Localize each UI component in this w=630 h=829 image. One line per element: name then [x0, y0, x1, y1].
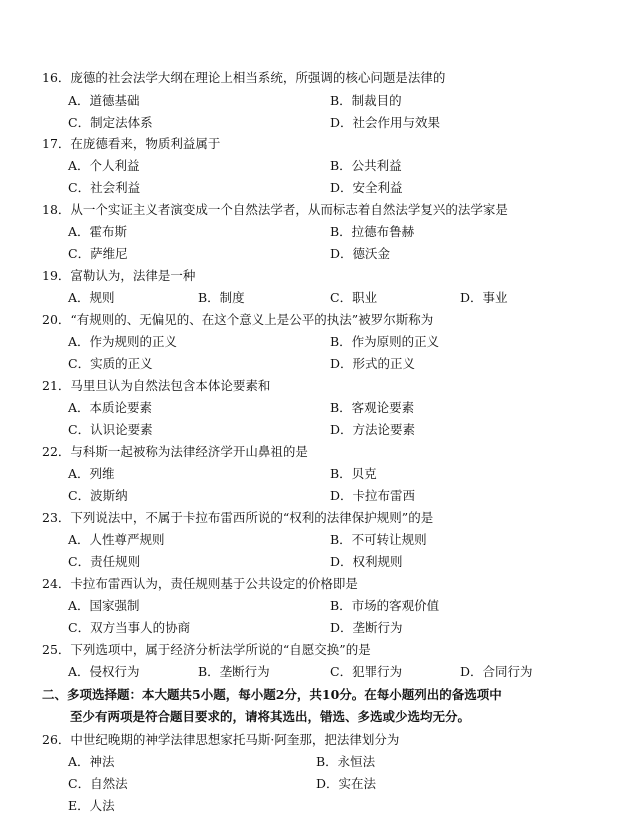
question-25-option-b: B．垄断行为 [198, 664, 270, 679]
question-17-option-a: A．个人利益 [68, 158, 140, 173]
question-26-option-c: C．自然法 [68, 776, 128, 791]
question-21-stem: 21．马里旦认为自然法包含本体论要素和 [42, 378, 271, 393]
question-19-stem: 19．富勒认为，法律是一种 [42, 268, 196, 283]
question-23-stem: 23．下列说法中，不属于卡拉布雷西所说的“权利的法律保护规则”的是 [42, 510, 434, 525]
question-22-option-b: B．贝克 [330, 466, 377, 481]
section-heading-line-1: 二、多项选择题：本大题共5小题，每小题2分，共10分。在每小题列出的备选项中 [42, 687, 502, 702]
question-21-option-b: B．客观论要素 [330, 400, 415, 415]
question-25-option-c: C．犯罪行为 [330, 664, 403, 679]
question-19-option-d: D．事业 [460, 290, 508, 305]
question-17-option-c: C．社会利益 [68, 180, 141, 195]
question-25-option-d: D．合同行为 [460, 664, 533, 679]
question-23-option-a: A．人性尊严规则 [68, 532, 165, 547]
question-16-option-c: C．制定法体系 [68, 115, 153, 130]
question-16-stem: 16．庞德的社会法学大纲在理论上相当系统，所强调的核心问题是法律的 [42, 70, 446, 85]
question-19-option-b: B．制度 [198, 290, 245, 305]
question-20-option-b: B．作为原则的正义 [330, 334, 440, 349]
question-22-option-c: C．波斯纳 [68, 488, 128, 503]
question-19-option-c: C．职业 [330, 290, 378, 305]
question-22-option-d: D．卡拉布雷西 [330, 488, 416, 503]
question-18-option-b: B．拉德布鲁赫 [330, 224, 415, 239]
question-26-option-e: E．人法 [68, 798, 115, 813]
question-24-option-b: B．市场的客观价值 [330, 598, 440, 613]
question-22-stem: 22．与科斯一起被称为法律经济学开山鼻祖的是 [42, 444, 308, 459]
question-25-option-a: A．侵权行为 [68, 664, 140, 679]
question-16-option-b: B．制裁目的 [330, 93, 402, 108]
question-16-option-d: D．社会作用与效果 [330, 115, 441, 130]
question-26-stem: 26．中世纪晚期的神学法律思想家托马斯·阿奎那，把法律划分为 [42, 732, 400, 747]
question-24-option-d: D．垄断行为 [330, 620, 403, 635]
question-19-option-a: A．规则 [68, 290, 115, 305]
question-20-stem: 20．“有规则的、无偏见的、在这个意义上是公平的执法”被罗尔斯称为 [42, 312, 434, 327]
question-26-option-b: B．永恒法 [316, 754, 376, 769]
question-18-option-d: D．德沃金 [330, 246, 391, 261]
question-24-stem: 24．卡拉布雷西认为，责任规则基于公共设定的价格即是 [42, 576, 358, 591]
question-21-option-d: D．方法论要素 [330, 422, 416, 437]
question-20-option-a: A．作为规则的正义 [68, 334, 178, 349]
question-21-option-c: C．认识论要素 [68, 422, 153, 437]
question-18-option-c: C．萨维尼 [68, 246, 128, 261]
question-20-option-d: D．形式的正义 [330, 356, 416, 371]
question-24-option-c: C．双方当事人的协商 [68, 620, 191, 635]
question-17-option-d: D．安全利益 [330, 180, 403, 195]
question-23-option-b: B．不可转让规则 [330, 532, 427, 547]
question-23-option-c: C．责任规则 [68, 554, 141, 569]
question-16-option-a: A．道德基础 [68, 93, 140, 108]
question-25-stem: 25．下列选项中，属于经济分析法学所说的“自愿交换”的是 [42, 642, 371, 657]
question-18-stem: 18．从一个实证主义者演变成一个自然法学者，从而标志着自然法学复兴的法学家是 [42, 202, 508, 217]
question-18-option-a: A．霍布斯 [68, 224, 128, 239]
question-21-option-a: A．本质论要素 [68, 400, 153, 415]
question-26-option-d: D．实在法 [316, 776, 377, 791]
question-26-option-a: A．神法 [68, 754, 115, 769]
question-23-option-d: D．权利规则 [330, 554, 403, 569]
question-22-option-a: A．列维 [68, 466, 115, 481]
section-heading-line-2: 至少有两项是符合题目要求的，请将其选出，错选、多选或少选均无分。 [70, 709, 471, 724]
question-17-option-b: B．公共利益 [330, 158, 402, 173]
question-20-option-c: C．实质的正义 [68, 356, 153, 371]
question-17-stem: 17．在庞德看来，物质利益属于 [42, 136, 221, 151]
question-24-option-a: A．国家强制 [68, 598, 140, 613]
